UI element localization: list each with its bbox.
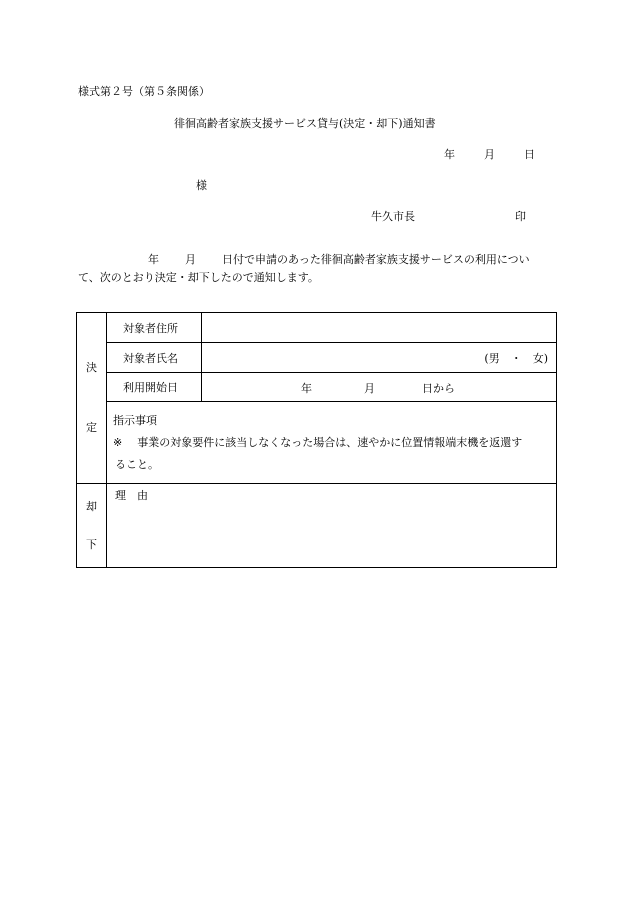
seal-mark: 印 bbox=[515, 210, 526, 223]
body-year: 年 bbox=[148, 253, 159, 266]
form-number: 様式第２号（第５条関係） bbox=[78, 85, 210, 98]
instructions-line1: 事業の対象要件に該当しなくなった場合は、速やかに位置情報端末機を返還す bbox=[137, 436, 523, 449]
date-month: 月 bbox=[484, 148, 495, 161]
name-field[interactable] bbox=[202, 343, 557, 373]
reason-field[interactable] bbox=[107, 484, 557, 568]
issue-date bbox=[444, 146, 535, 162]
decision-label bbox=[77, 313, 107, 484]
date-day: 日 bbox=[524, 148, 535, 161]
instructions-line2: ること。 bbox=[115, 458, 159, 471]
start-date-label: 利用開始日 bbox=[107, 373, 202, 402]
rejection-label-char-2: 下 bbox=[86, 537, 97, 551]
notice-body bbox=[78, 251, 556, 287]
body-month: 月 bbox=[185, 253, 196, 266]
reason-label: 理 由 bbox=[115, 489, 148, 502]
sex-options: (男 ・ 女) bbox=[484, 351, 548, 365]
decision-label-char-1: 決 bbox=[86, 361, 97, 374]
date-year: 年 bbox=[444, 148, 455, 161]
start-month: 月 bbox=[364, 382, 375, 395]
start-day: 日から bbox=[422, 382, 455, 395]
address-label: 対象者住所 bbox=[107, 313, 202, 343]
body-line1: 日付で申請のあった徘徊高齢者家族支援サービスの利用につい bbox=[222, 253, 530, 266]
instructions-title: 指示事項 bbox=[113, 414, 157, 427]
body-line2: て、次のとおり決定・却下したので通知します。 bbox=[78, 271, 319, 284]
rejection-label-char-1: 却 bbox=[86, 499, 97, 513]
document-title: 徘徊高齢者家族支援サービス貸与(決定・却下)通知書 bbox=[174, 117, 436, 130]
rejection-label bbox=[77, 484, 107, 568]
name-label: 対象者氏名 bbox=[107, 343, 202, 373]
start-year: 年 bbox=[301, 382, 312, 395]
decision-table bbox=[76, 312, 557, 568]
decision-label-char-2: 定 bbox=[86, 421, 97, 434]
issuer-name: 牛久市長 bbox=[371, 210, 415, 223]
instructions-cell bbox=[107, 402, 557, 484]
start-date-field[interactable] bbox=[202, 373, 557, 402]
instructions-mark: ※ bbox=[113, 436, 123, 449]
addressee-suffix: 様 bbox=[196, 179, 207, 192]
address-field[interactable] bbox=[202, 313, 557, 343]
